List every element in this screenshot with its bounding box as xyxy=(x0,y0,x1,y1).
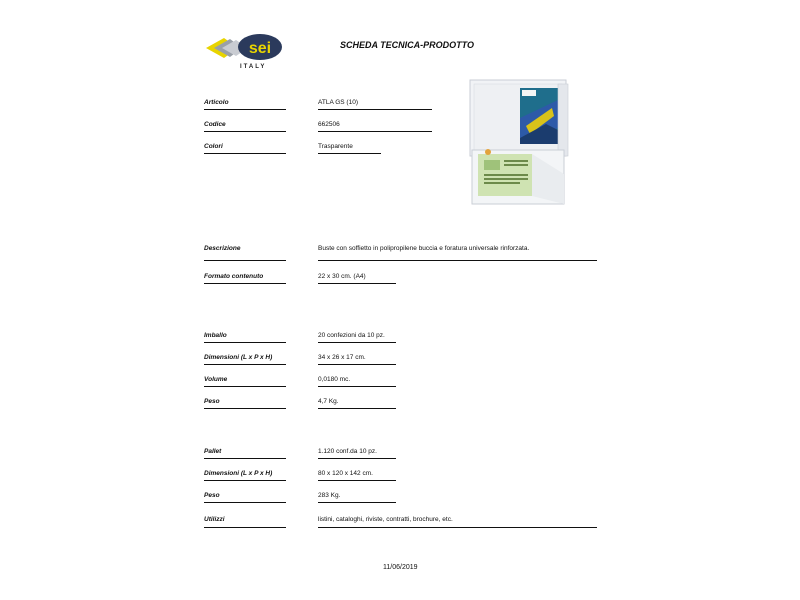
articolo-label: Articolo xyxy=(204,99,229,106)
descrizione-label-underline xyxy=(204,260,286,261)
imballo-value-underline xyxy=(318,342,396,343)
colori-value-underline xyxy=(318,153,381,154)
articolo-label-underline xyxy=(204,109,286,110)
codice-value: 662506 xyxy=(318,121,340,128)
logo-brand-text: sei xyxy=(248,40,272,57)
volume-label: Volume xyxy=(204,376,228,383)
imballo-value: 20 confezioni da 10 pz. xyxy=(318,332,385,339)
product-photo xyxy=(466,78,596,208)
peso-imballo-label-underline xyxy=(204,408,286,409)
utilizzi-label: Utilizzi xyxy=(204,516,225,523)
peso-imballo-value: 4,7 Kg. xyxy=(318,398,339,405)
colori-label: Colori xyxy=(204,143,223,150)
codice-value-underline xyxy=(318,131,432,132)
dimensioni-pallet-value: 80 x 120 x 142 cm. xyxy=(318,470,373,477)
articolo-value-underline xyxy=(318,109,432,110)
volume-value-underline xyxy=(318,386,396,387)
dimensioni-pallet-label: Dimensioni (L x P x H) xyxy=(204,470,273,477)
peso-imballo-label: Peso xyxy=(204,398,220,405)
articolo-value: ATLA GS (10) xyxy=(318,99,358,106)
dimensioni-pallet-value-underline xyxy=(318,480,396,481)
dimensioni-pallet-label-underline xyxy=(204,480,286,481)
dimensioni-imballo-label-underline xyxy=(204,364,286,365)
footer-date: 11/06/2019 xyxy=(383,564,418,571)
descrizione-value-underline xyxy=(318,260,597,261)
peso-pallet-value-underline xyxy=(318,502,396,503)
peso-imballo-value-underline xyxy=(318,408,396,409)
brand-logo xyxy=(204,30,284,74)
formato-label-underline xyxy=(204,283,286,284)
imballo-label: Imballo xyxy=(204,332,227,339)
peso-pallet-value: 283 Kg. xyxy=(318,492,341,499)
pallet-label: Pallet xyxy=(204,448,222,455)
colori-label-underline xyxy=(204,153,286,154)
document-title: SCHEDA TECNICA-PRODOTTO xyxy=(340,40,475,50)
volume-label-underline xyxy=(204,386,286,387)
pallet-label-underline xyxy=(204,458,286,459)
formato-value: 22 x 30 cm. (A4) xyxy=(318,273,366,280)
pallet-value: 1.120 conf.da 10 pz. xyxy=(318,448,377,455)
peso-pallet-label-underline xyxy=(204,502,286,503)
descrizione-value: Buste con soffietto in polipropilene buccia e foratura universale rinforzata. xyxy=(318,245,530,252)
logo-subtitle: ITALY xyxy=(240,64,267,70)
codice-label-underline xyxy=(204,131,286,132)
dimensioni-imballo-value: 34 x 26 x 17 cm. xyxy=(318,354,366,361)
sei-logo-graphic xyxy=(204,30,284,64)
dimensioni-imballo-label: Dimensioni (L x P x H) xyxy=(204,354,273,361)
pallet-value-underline xyxy=(318,458,396,459)
colori-value: Trasparente xyxy=(318,143,353,150)
codice-label: Codice xyxy=(204,121,226,128)
utilizzi-value-underline xyxy=(318,527,597,528)
volume-value: 0,0180 mc. xyxy=(318,376,351,383)
peso-pallet-label: Peso xyxy=(204,492,220,499)
descrizione-label: Descrizione xyxy=(204,245,241,252)
imballo-label-underline xyxy=(204,342,286,343)
dimensioni-imballo-value-underline xyxy=(318,364,396,365)
formato-label: Formato contenuto xyxy=(204,273,264,280)
utilizzi-value: listini, cataloghi, riviste, contratti, brochure, etc. xyxy=(318,516,453,523)
utilizzi-label-underline xyxy=(204,527,286,528)
formato-value-underline xyxy=(318,283,396,284)
